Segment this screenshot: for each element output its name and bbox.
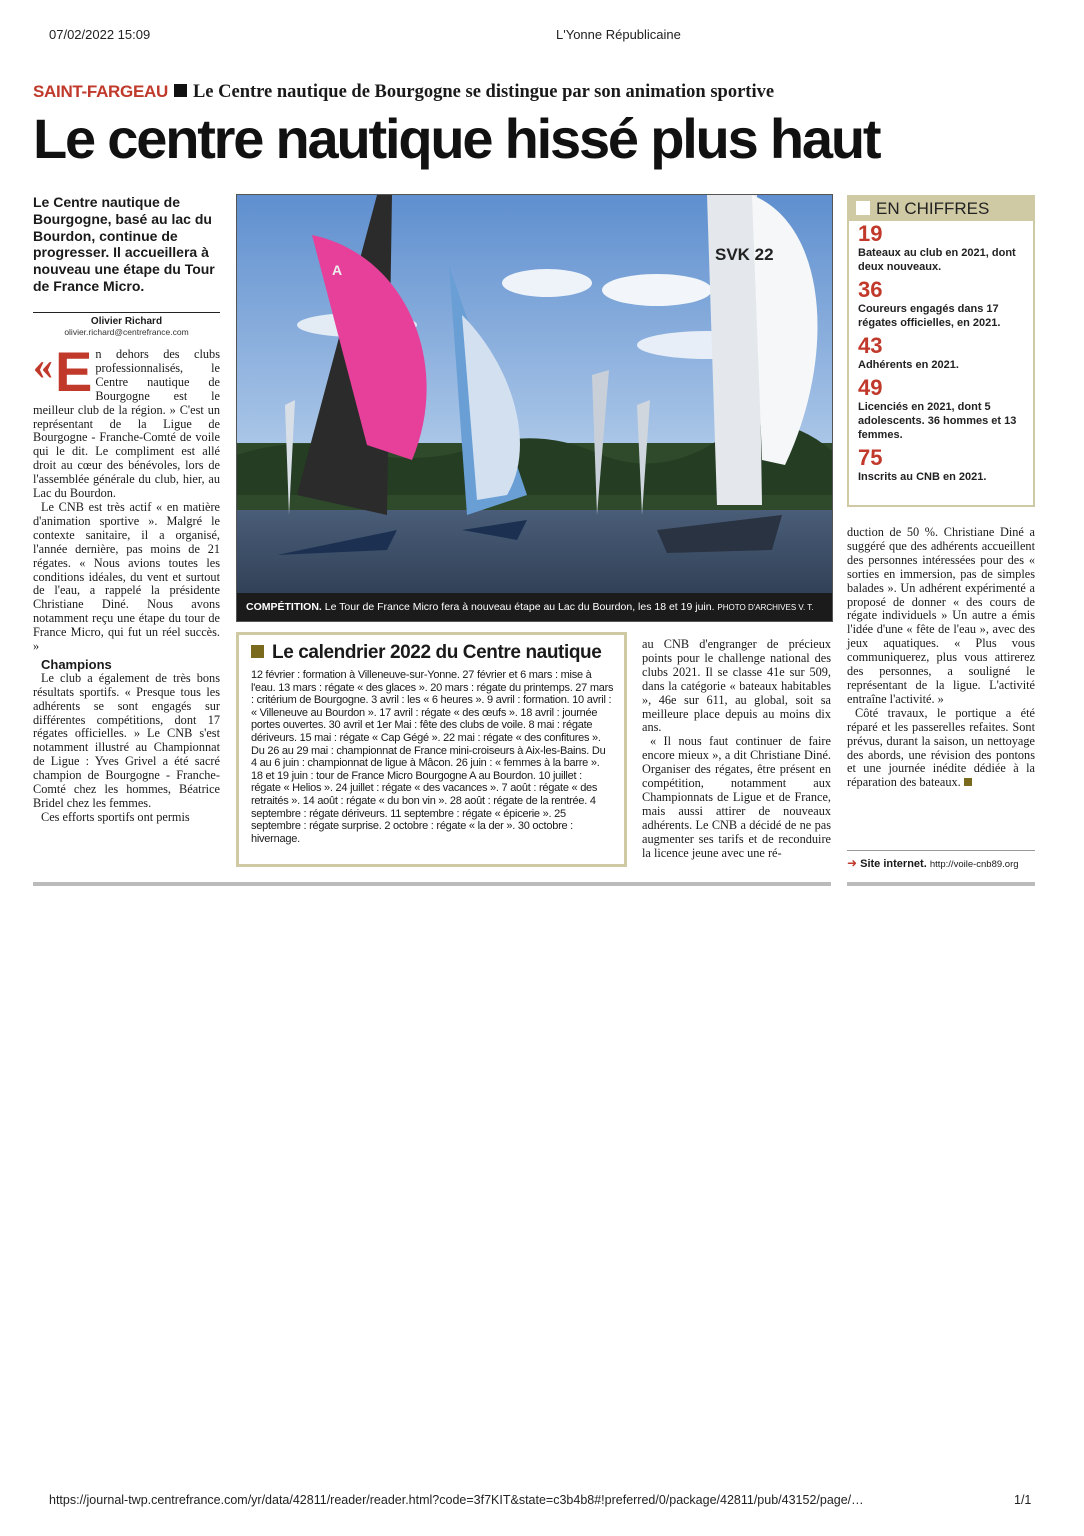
- paragraph: Le CNB est très actif « en matière d'animation sportive ». Malgré le contexte sanitaire, il a organisé, l'année dernière, pas moins de 21 régates. « Nous avions toutes les conditions idéales, du vent et surtout de l'eau, a rappelé la présidente Christiane Diné. Nous avons notamment reçu une étape du tour de France Micro, qui fut un réel succès. »: [33, 499, 220, 654]
- regatta-photo: [236, 194, 833, 622]
- paragraph: au CNB d'engranger de précieux points pour le challenge national des clubs 2021. Il se classe 41e sur 509, dans la catégorie « bateaux habitables », 46e sur 611, au global, soit sa meilleure place depuis au moins dix ans.: [642, 637, 831, 735]
- website-label: Site internet.: [860, 858, 927, 870]
- sailboats-illustration: [237, 195, 832, 621]
- author-name: Olivier Richard: [90, 316, 163, 327]
- print-source: L'Yonne Républicaine: [556, 27, 681, 42]
- arrow-icon: ➜: [847, 856, 858, 870]
- byline: [33, 312, 220, 337]
- paragraph: Ces efforts sportifs ont permis: [41, 809, 190, 824]
- stat-value: 75: [858, 445, 883, 470]
- stat-label: Inscrits au CNB en 2021.: [858, 471, 987, 483]
- stat-value: 43: [858, 333, 883, 358]
- paragraph: Le club a également de très bons résultats sportifs. « Presque tous les adhérents se sont engagés sur différentes compétitions, dont 17 régates officielles. » Le CNB s'est notamment illustré au Championnat de Ligue : Yves Grivel a été sacré champion de Bourgogne - Franche-Comté chez les hommes, Béatrice Bridel chez les femmes.: [33, 670, 220, 810]
- article-column-2: [642, 638, 831, 861]
- author-email: olivier.richard@centrefrance.com: [64, 327, 189, 337]
- bottom-rule-right: [847, 882, 1035, 886]
- caption-text: Le Tour de France Micro fera à nouveau étape au Lac du Bourdon, les 18 et 19 juin.: [324, 601, 715, 613]
- paragraph: n dehors des clubs professionnalisés, le Centre nautique de Bourgogne est le meilleur club de la région. » C'est un représentant de la Ligue de Bourgogne - Franche-Comté de voile qui le dit. Le compliment est allé droit au cœur des bénévoles, lors de l'assemblée générale du club, hier, au Lac du Bourdon.: [33, 347, 220, 501]
- stats-box: [847, 195, 1035, 507]
- paragraph: « Il nous faut continuer de faire encore mieux », a dit Christiane Diné. Organiser des régates, être présent en compétition, notamment aux Championnats de Ligue et de France, mais aussi attirer de nouveaux adhérents. Le CNB a décidé de ne pas augmenter ses tarifs et de reconduire la licence jeune avec une ré-: [642, 734, 831, 860]
- stat-value: 36: [858, 277, 883, 302]
- website-link[interactable]: http://voile-cnb89.org: [929, 859, 1019, 870]
- calendar-title: [251, 642, 614, 664]
- article-column-3: [847, 526, 1035, 790]
- print-date: 07/02/2022 15:09: [49, 27, 151, 42]
- kicker-text: Le Centre nautique de Bourgogne se distingue par son animation sportive: [192, 82, 775, 102]
- calendar-title-text: Le calendrier 2022 du Centre nautique: [272, 642, 602, 663]
- drop-cap: E: [55, 340, 93, 403]
- photo-credit: PHOTO D'ARCHIVES V. T.: [717, 603, 814, 612]
- square-icon: [251, 645, 264, 658]
- headline: Le centre nautique hissé plus haut: [33, 107, 880, 170]
- quote-mark: «: [33, 343, 53, 388]
- stat-value: 49: [858, 375, 883, 400]
- photo-caption: [237, 593, 832, 621]
- subheading: Champions: [41, 656, 112, 672]
- stat-label: Licenciés en 2021, dont 5 adolescents. 36 hommes et 13 femmes.: [858, 401, 1017, 441]
- kicker: [33, 82, 774, 103]
- stat-item: [849, 334, 1033, 372]
- paragraph: duction de 50 %. Christiane Diné a suggéré que des adhérents accueillent des personnes intéressées pour des « sorties en immersion, pas de simples balades ». Un adhérent expérimenté a proposé de donner « des cours de régate individuels » Un autre a émis l'idée d'une « fête de l'eau », avec des jeux aquatiques. « Plus vous communiquerez, plus vous attirerez des personnes, a souligné le représentant de la ligue. L'activité entraîne l'activité. »: [847, 525, 1035, 706]
- sail-letter: A: [332, 262, 343, 278]
- square-icon: [964, 778, 972, 786]
- paragraph-text: Côté travaux, le portique a été réparé et les passerelles refaites. Sont prévus, durant la saison, un nettoyage des abords, une révision des pontons et une journée inédite dédiée à la réparation des bateaux.: [847, 705, 1035, 790]
- print-page-number: 1/1: [1014, 1493, 1032, 1507]
- stat-item: [849, 446, 1033, 484]
- print-url: https://journal-twp.centrefrance.com/yr/data/42811/reader/reader.html?code=3f7KIT&state=c3b4b8#!preferred/0/package/42811/pub/43152/page/…: [49, 1493, 864, 1507]
- location-label: SAINT-FARGEAU: [33, 82, 168, 101]
- paragraph: [847, 707, 1035, 790]
- bottom-rule: [33, 882, 831, 886]
- calendar-box: [236, 632, 627, 867]
- article-lead: Le Centre nautique de Bourgogne, basé au lac du Bourdon, continue de progresser. Il accueillera à nouveau une étape du Tour de France Micro.: [33, 194, 215, 294]
- article-column-1: [33, 340, 220, 825]
- caption-label: COMPÉTITION.: [246, 601, 322, 613]
- stats-header: [849, 197, 1033, 221]
- stat-item: [849, 222, 1033, 274]
- square-icon: [174, 84, 187, 97]
- stats-title: EN CHIFFRES: [876, 199, 990, 218]
- stat-value: 19: [858, 221, 883, 246]
- stat-label: Coureurs engagés dans 17 régates officielles, en 2021.: [858, 303, 1001, 329]
- calendar-body: 12 février : formation à Villeneuve-sur-Yonne. 27 février et 6 mars : mise à l'eau. 13 mars : régate « des glaces ». 20 mars : régate du printemps. 27 mars : critérium de Bourgogne. 3 avril : les « 6 heures ». 9 avril : formation. 10 avril : « Villeneuve au Bourdon ». 17 avril : régate « des œufs ». 18 avril : journée portes ouvertes. 30 avril et 1er Mai : fête des clubs de voile. 8 mai : régate dériveurs. 15 mai : régate « Cap Gégé ». 22 mai : régate « des confitures ». Du 26 au 29 mai : championnat de France mini-croiseurs à Aix-les-Bains. Du 4 au 6 juin : championnat de ligue à Mâcon. 26 juin : « femmes à la barre ». 18 et 19 juin : tour de France Micro Bourgogne A au Bourdon. 10 juillet : régate « Helios ». 24 juillet : régate « des vacances ». 7 août : régate « des retraités ». 14 août : régate « du bon vin ». 28 août : régate de la rentrée. 4 septembre : régate dériveurs. 11 septembre : régate « épicerie ». 25 septembre : régate surprise. 2 octobre : régate « la der ». 30 octobre : hivernage.: [251, 669, 614, 845]
- stat-item: [849, 376, 1033, 442]
- sail-number: SVK 22: [715, 245, 774, 264]
- stat-label: Bateaux au club en 2021, dont deux nouveaux.: [858, 247, 1016, 273]
- website-line: [847, 850, 1035, 870]
- square-icon: [856, 201, 870, 215]
- stat-item: [849, 278, 1033, 330]
- stat-label: Adhérents en 2021.: [858, 359, 959, 371]
